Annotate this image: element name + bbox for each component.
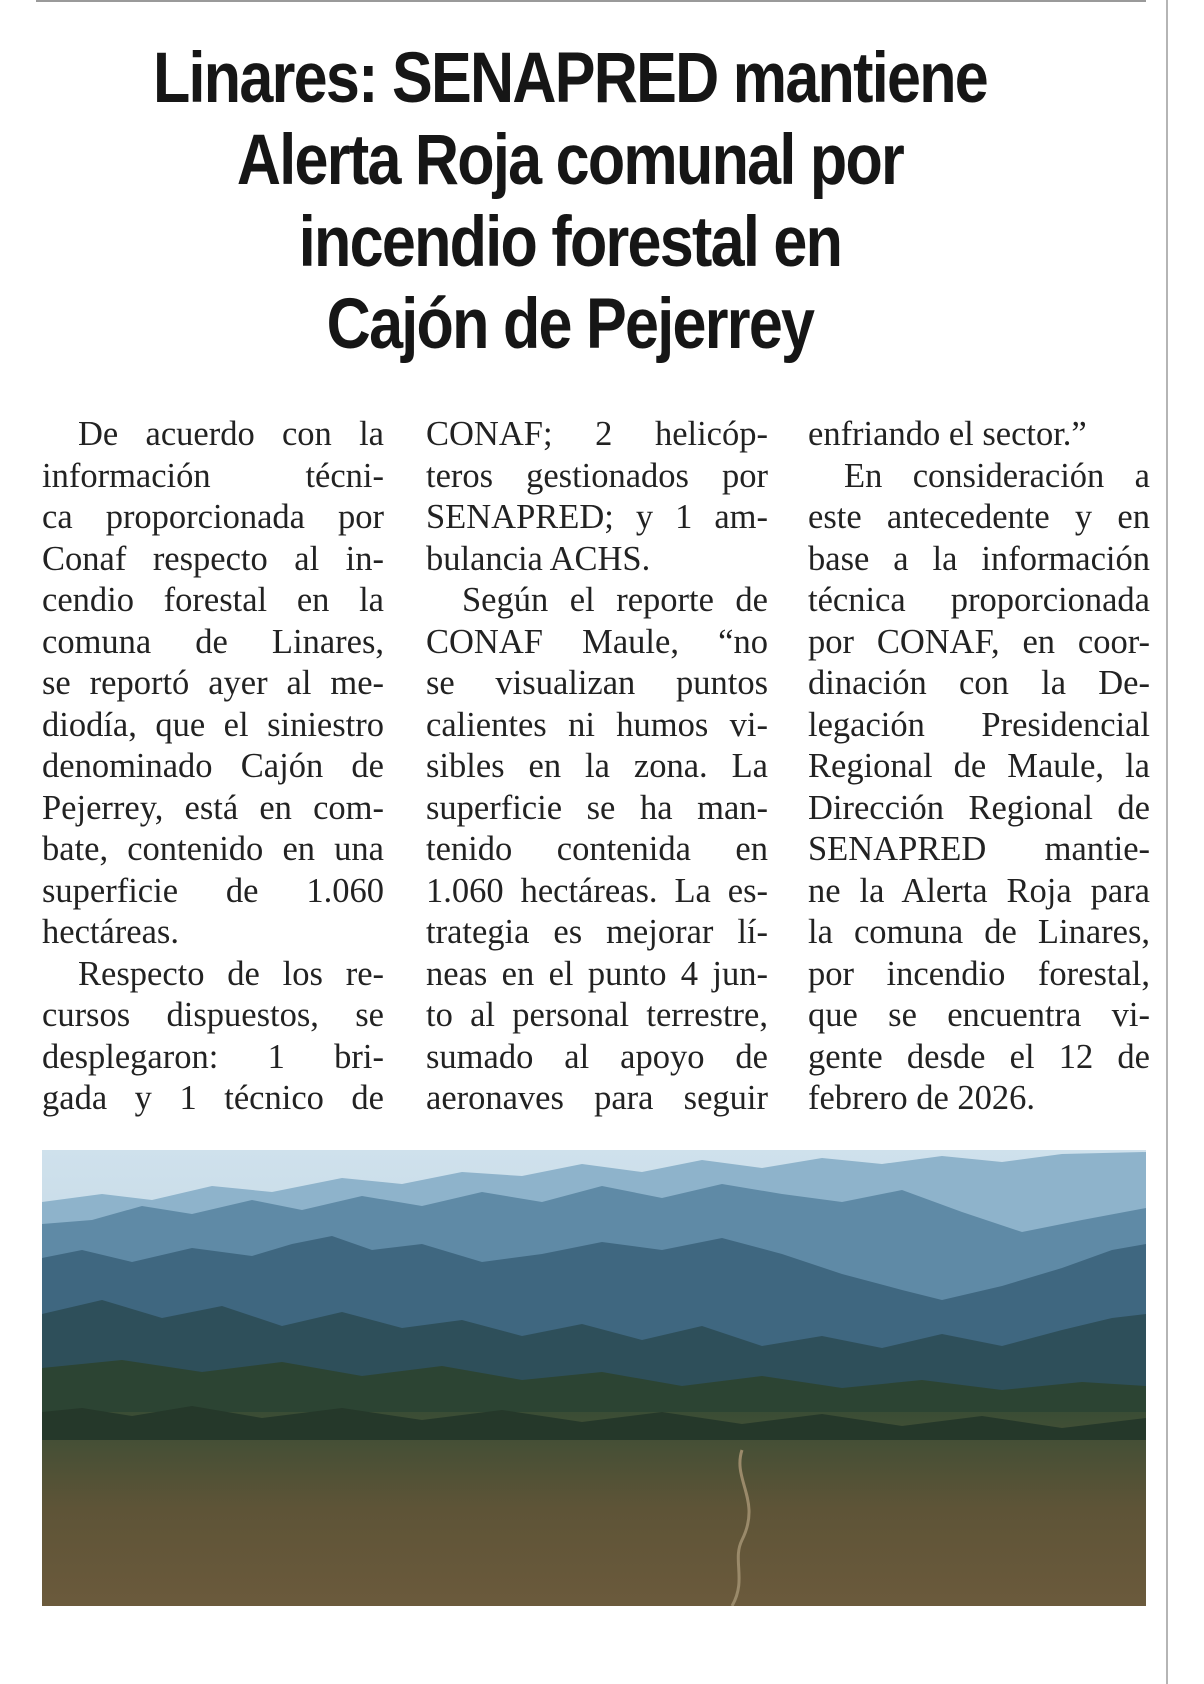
body-text-line: tenido contenida en: [426, 830, 768, 868]
body-text-line: dinación con la De-: [808, 664, 1150, 702]
body-text-line: ne la Alerta Roja para: [808, 871, 1150, 910]
column-rule: [1166, 0, 1168, 1684]
body-text-line: neas en el punto 4 jun-: [426, 954, 768, 993]
landscape-photo: [42, 1150, 1146, 1606]
headline-line: incendio forestal en: [298, 203, 842, 282]
body-text-line: técnica proporcionada: [808, 581, 1150, 619]
body-text-line: ca proporcionada por: [42, 498, 384, 536]
body-text-line: trategia es mejorar lí-: [426, 913, 768, 951]
headline: [131, 38, 1008, 366]
body-text-line: diodía, que el siniestro: [42, 705, 384, 744]
body-text-line: legación Presidencial: [808, 705, 1150, 744]
body-text-line: aeronaves para seguir: [426, 1079, 768, 1117]
body-text-line: desplegaron: 1 bri-: [42, 1037, 384, 1076]
body-text-line: enfriando el sector.”: [808, 415, 1087, 453]
headline-line: Cajón de Pejerrey: [326, 285, 814, 364]
mountain-landscape-illustration: [42, 1150, 1146, 1606]
body-text-line: to al personal terrestre,: [426, 996, 768, 1034]
body-text-line: denominado Cajón de: [42, 747, 384, 785]
body-text-line: cursos dispuestos, se: [42, 996, 384, 1034]
headline-line: Linares: SENAPRED mantiene: [152, 39, 988, 118]
body-text-line: se visualizan puntos: [426, 664, 768, 702]
body-text-line: Regional de Maule, la: [808, 747, 1150, 785]
body-text-line: De acuerdo con la: [78, 415, 384, 453]
body-text-line: Según el reporte de: [462, 581, 768, 619]
body-text-line: gente desde el 12 de: [808, 1037, 1150, 1076]
body-text-line: superficie se ha man-: [426, 788, 768, 827]
body-text-line: sibles en la zona. La: [426, 747, 768, 785]
body-text-line: teros gestionados por: [426, 456, 768, 495]
body-text-line: la comuna de Linares,: [808, 913, 1150, 951]
body-text-line: gada y 1 técnico de: [42, 1079, 384, 1117]
body-text-line: Conaf respecto al in-: [42, 539, 384, 578]
body-text-line: 1.060 hectáreas. La es-: [426, 871, 768, 910]
body-text-line: calientes ni humos vi-: [426, 705, 768, 744]
body-text-line: por incendio forestal,: [808, 954, 1150, 993]
valley-floor: [42, 1412, 1146, 1606]
body-text-line: cendio forestal en la: [42, 581, 384, 619]
article-column-3: [808, 414, 1150, 1120]
body-text-line: comuna de Linares,: [42, 622, 384, 661]
article-column-1: [42, 414, 384, 1120]
body-text-line: por CONAF, en coor-: [808, 622, 1150, 661]
body-text-line: CONAF; 2 helicóp-: [426, 415, 768, 453]
body-text-line: CONAF Maule, “no: [426, 622, 768, 661]
body-text-line: este antecedente y en: [808, 498, 1150, 536]
body-text-line: que se encuentra vi-: [808, 996, 1150, 1034]
body-text-line: Dirección Regional de: [808, 788, 1150, 827]
body-text-line: información técni-: [42, 456, 384, 495]
body-text-line: bulancia ACHS.: [426, 539, 651, 578]
body-text-line: hectáreas.: [42, 913, 179, 951]
article-column-2: [426, 414, 768, 1120]
body-text-line: febrero de 2026.: [808, 1079, 1036, 1117]
body-text-line: superficie de 1.060: [42, 871, 384, 910]
body-text-line: SENAPRED mantie-: [808, 830, 1150, 868]
body-text-line: Respecto de los re-: [78, 954, 384, 993]
top-rule: [36, 0, 1146, 2]
body-text-line: SENAPRED; y 1 am-: [426, 498, 768, 536]
body-text-line: base a la información: [808, 539, 1150, 578]
body-text-line: En consideración a: [844, 456, 1150, 495]
body-text-line: bate, contenido en una: [42, 830, 384, 868]
headline-line: Alerta Roja comunal por: [236, 121, 904, 200]
body-text-line: Pejerrey, está en com-: [42, 788, 384, 827]
body-text-line: sumado al apoyo de: [426, 1037, 768, 1076]
body-text-line: se reportó ayer al me-: [42, 664, 384, 702]
